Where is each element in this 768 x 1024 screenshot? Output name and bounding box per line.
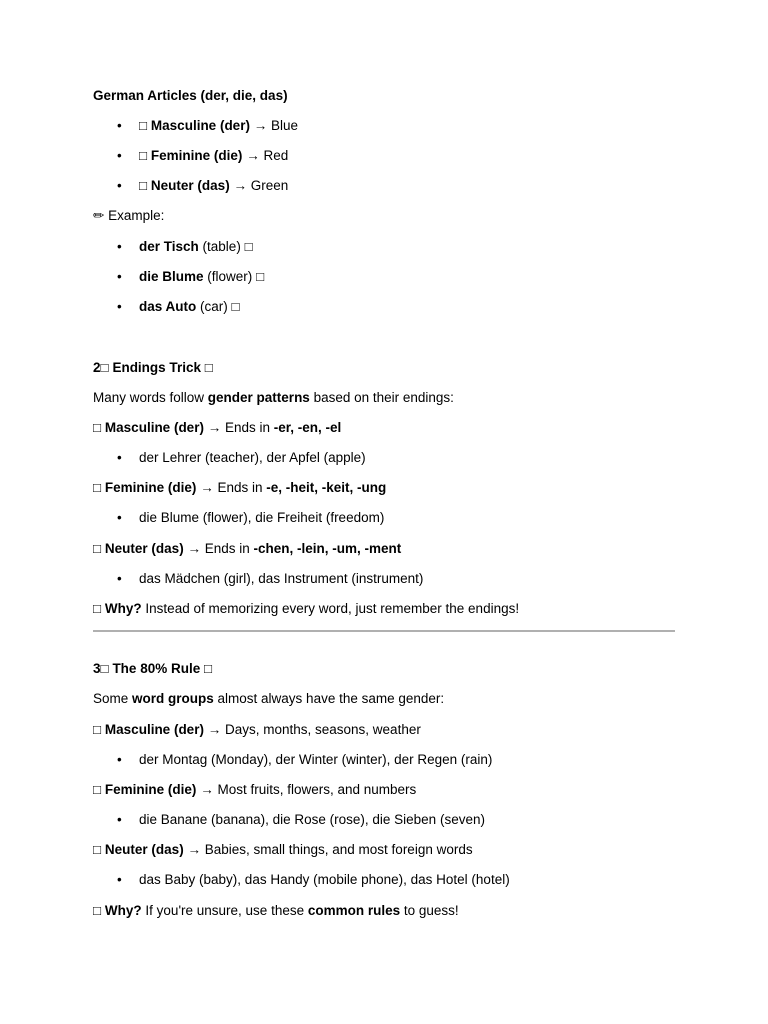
color-square-icon: □ — [231, 299, 240, 314]
color-square-icon: □ — [93, 541, 102, 556]
list-item-example: • das Baby (baby), das Handy (mobile phone), das Hotel (hotel) — [117, 872, 510, 887]
color-square-icon: □ — [139, 118, 148, 133]
color-square-icon: □ — [93, 420, 102, 435]
gender-rule-neuter: □ Neuter (das) → Babies, small things, and most foreign words — [93, 842, 473, 857]
pencil-icon: ✏ — [93, 208, 105, 223]
section-heading-80-rule: 3□ The 80% Rule □ — [93, 661, 213, 676]
heading-icon: □ — [204, 360, 213, 375]
lightbulb-icon: □ — [93, 903, 102, 918]
why-note: □ Why? If you're unsure, use these common rules to guess! — [93, 903, 459, 918]
section-intro: Some word groups almost always have the same gender: — [93, 691, 445, 706]
gender-rule-masculine: □ Masculine (der) → Days, months, seasons, weather — [93, 722, 421, 737]
gender-rule-masculine: □ Masculine (der) → Ends in -er, -en, -el — [93, 420, 342, 435]
gender-rule-neuter: □ Neuter (das) → Ends in -chen, -lein, -um, -ment — [93, 541, 402, 556]
page-title: German Articles (der, die, das) — [93, 88, 288, 103]
lightbulb-icon: □ — [93, 601, 102, 616]
color-square-icon: □ — [139, 148, 148, 163]
list-item-example: • der Lehrer (teacher), der Apfel (apple) — [117, 450, 366, 465]
list-item-example: • der Tisch (table) □ — [117, 239, 253, 254]
list-item-example: • der Montag (Monday), der Winter (winter), der Regen (rain) — [117, 752, 493, 767]
list-item-example: • die Blume (flower), die Freiheit (freedom) — [117, 510, 385, 525]
section-heading-endings: 2□ Endings Trick □ — [93, 360, 213, 375]
color-square-icon: □ — [256, 269, 265, 284]
list-item-example: • die Blume (flower) □ — [117, 269, 265, 284]
list-item-example: • die Banane (banana), die Rose (rose), die Sieben (seven) — [117, 812, 485, 827]
list-item-neuter-color: • □ Neuter (das) → Green — [117, 178, 289, 193]
example-label: ✏ Example: — [93, 208, 165, 223]
color-square-icon: □ — [93, 480, 102, 495]
list-item-example: • das Auto (car) □ — [117, 299, 240, 314]
color-square-icon: □ — [93, 842, 102, 857]
list-item-example: • das Mädchen (girl), das Instrument (instrument) — [117, 571, 424, 586]
color-square-icon: □ — [93, 722, 102, 737]
horizontal-divider — [93, 630, 675, 632]
color-square-icon: □ — [93, 782, 102, 797]
heading-icon: □ — [203, 661, 213, 676]
gender-rule-feminine: □ Feminine (die) → Most fruits, flowers, and numbers — [93, 782, 417, 797]
list-item-feminine-color: • □ Feminine (die) → Red — [117, 148, 289, 163]
section-intro: Many words follow gender patterns based on their endings: — [93, 390, 454, 405]
gender-rule-feminine: □ Feminine (die) → Ends in -e, -heit, -keit, -ung — [93, 480, 387, 495]
color-square-icon: □ — [139, 178, 148, 193]
why-note: □ Why? Instead of memorizing every word, just remember the endings! — [93, 601, 520, 616]
list-item-masculine-color: • □ Masculine (der) → Blue — [117, 118, 299, 133]
color-square-icon: □ — [244, 239, 253, 254]
